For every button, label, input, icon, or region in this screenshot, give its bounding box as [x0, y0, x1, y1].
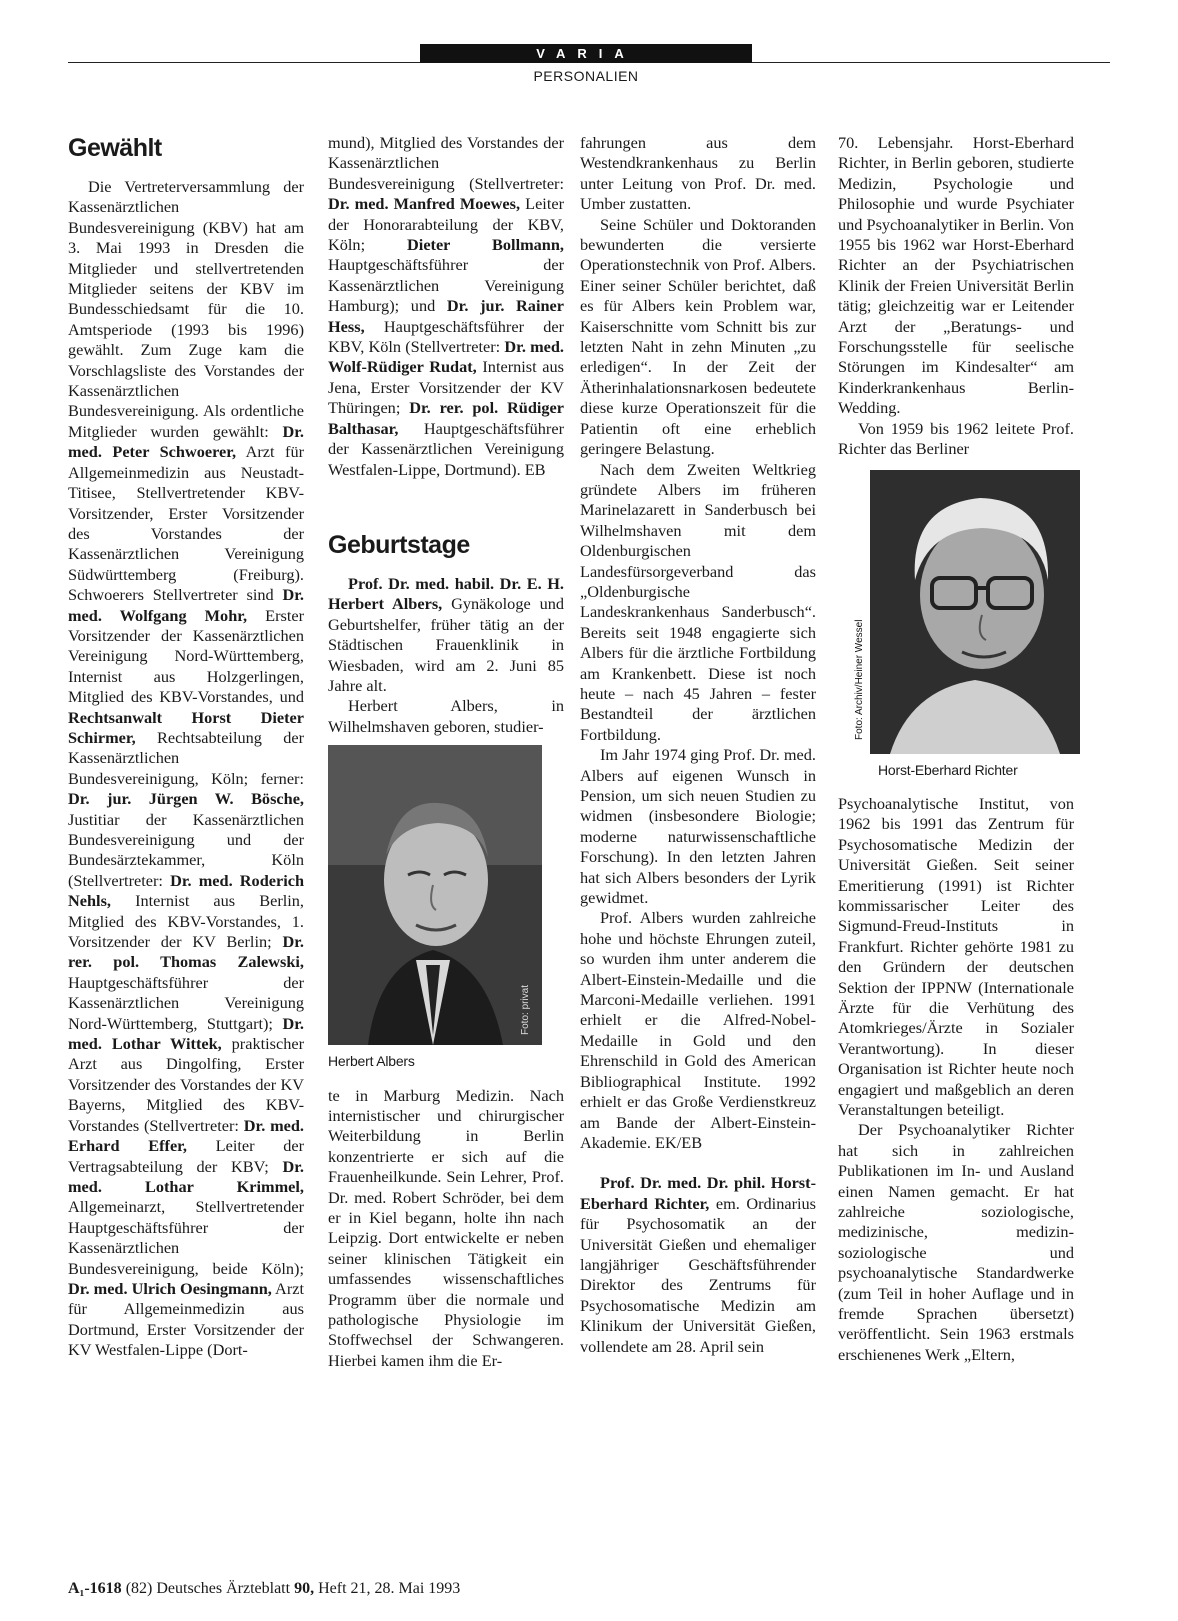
paragraph-richter-career: Psychoanalytische Institut, von 1962 bis 1991 das Zentrum für Psychosomatische Medizin der Universität Gießen. Seit seiner Emeritierung (1991) ist Richter kommissarischer Leiter des Sigmund-Freud-Instituts in Frankfurt. Richter gehörte 1981 zu den Gründern der deutschen Sektion der IPPNW (Internationale Ärzte für die Verhütung des Atomkrieges/Ärzte in Sozialer Verantwortung). In dieser Organisation ist Richter heute noch engagiert und maßgeblich an deren Veranstaltungen beteiligt.	[838, 793, 1074, 1119]
column-3	[580, 133, 816, 1357]
paragraph-pension: Im Jahr 1974 ging Prof. Dr. med. Albers auf eigenen Wunsch in Pension, um sich neuen Studien zu widmen (insbesondere Biologie; moderne naturwissenschaftliche Forschung). In den letzten Jahren hat sich Albers besonders der Lyrik gewidmet.	[580, 745, 816, 908]
column-4	[838, 133, 1074, 1365]
paragraph-gewaehlt: Die Vertreterversammlung der Kassenärztlichen Bundesvereinigung (KBV) hat am 3. Mai 1993 in Dresden die Mitglieder und stellvertretenden Mitglieder seitens der KBV im Bundesschiedsamt für die 10. Amtsperiode (1993 bis 1996) gewählt. Zum Zuge kam die Vorschlagsliste des Vorstandes der Kassenärztlichen Bundesvereinigung. Als ordentliche Mitglieder wurden gewählt: Dr. med. Peter Schwoerer, Arzt für Allgemeinmedizin aus Neustadt-Titisee, Stellvertretender KBV-Vorsitzender, Erster Vorsitzender des Vorstandes der Kassenärztlichen Vereinigung Südwürttemberg (Freiburg). Schwoerers Stellvertreter sind Dr. med. Wolfgang Mohr, Erster Vorsitzender der Kassenärztlichen Vereinigung Nord-Württemberg, Internist aus Holzgerlingen, Mitglied des KBV-Vorstandes, und Rechtsanwalt Horst Dieter Schirmer, Rechtsabteilung der Kassenärztlichen Bundesvereinigung, Köln; ferner: Dr. jur. Jürgen W. Bösche, Justitiar der Kassenärztlichen Bundesvereinigung und der Bundesärztekammer, Köln (Stellvertreter: Dr. med. Roderich Nehls, Internist aus Berlin, Mitglied des KBV-Vorstandes, 1. Vorsitzender der KV Berlin; Dr. rer. pol. Thomas Zalewski, Hauptgeschäftsführer der Kassenärztlichen Vereinigung Nord-Württemberg, Stuttgart); Dr. med. Lothar Wittek, praktischer Arzt aus Dingolfing, Erster Vorsitzender des Vorstandes der KV Bayerns, Mitglied des KBV-Vorstandes (Stellvertreter: Dr. med. Erhard Effer, Leiter der Vertragsabteilung der KBV; Dr. med. Lothar Krimmel, Allgemeinarzt, Stellvertretender Hauptgeschäftsführer der Kassenärztlichen Bundesvereinigung, beide Köln); Dr. med. Ulrich Oesingmann, Arzt für Allgemeinmedizin aus Dortmund, Erster Vorsitzender der KV Westfalen-Lippe (Dort-	[68, 177, 305, 1360]
caption-herbert-albers: Herbert Albers	[328, 1053, 415, 1070]
person-name: Dr. jur. Jürgen W. Bösche,	[68, 789, 304, 809]
person-name: Dieter Bollmann,	[407, 235, 564, 255]
subsection-label: PERSONALIEN	[533, 68, 639, 84]
person-name: Dr. med. Manfred Moewes,	[328, 194, 521, 214]
caption-horst-eberhard-richter: Horst-Eberhard Richter	[878, 761, 1018, 778]
column-2	[328, 133, 564, 1371]
portrait-image	[328, 745, 542, 1045]
person-name: Prof. Dr. med. habil. Dr. E. H. Herbert Albers,	[328, 573, 564, 614]
paragraph-richter-publications: Der Psychoanalytiker Richter hat sich in zahlreichen Publikationen im In- und Ausland einen Namen gemacht. Er hat zahlreiche soziologische, medizinische, medizin-soziologische und psychoanalytische Standardwerke (zum Teil in hoher Auflage und in fremde Sprachen übersetzt) veröffentlicht. Sein 1963 erstmals erschienenes Werk „Eltern,	[838, 1120, 1074, 1364]
paragraph-albers-career: te in Marburg Medizin. Nach internistischer und chirurgischer Weiterbildung in Berlin konzentrierte er sich auf die Frauenheilkunde. Sein Lehrer, Prof. Dr. med. Robert Schröder, bei dem er in Kiel begann, holte ihn nach Leipzig. Dort entwickelte er neben seiner klinischen Tätigkeit ein umfassendes wissenschaftliches Programm über die normale und pathologische Physiologie im Stoffwechsel der Schwangeren. Hierbei kamen ihm die Er-	[328, 1085, 564, 1370]
photo-credit: Foto: Archiv/Heiner Wessel	[854, 619, 865, 740]
heading-gewaehlt: Gewählt	[68, 134, 162, 162]
portrait-image	[870, 470, 1080, 754]
page-footer	[68, 1580, 460, 1598]
person-name: Dr. jur. Rainer Hess,	[328, 296, 564, 336]
paragraph-students: Seine Schüler und Doktoranden bewunderten die versierte Operationstechnik von Prof. Albers. Einer seiner Schüler berichtet, daß es für Albers kein Problem war, Kaiserschnitte vom Schnitt bis zur letzten Naht in zehn Minuten „zu erledigen“. In der Zeit der Ätherinhalationsnarkosen bedeutete diese kurze Operationszeit für die Patientin oft eine erheblich geringere Belastung.	[580, 214, 816, 459]
person-name: Dr. rer. pol. Thomas Zalewski,	[68, 932, 304, 972]
person-name: Dr. med. Wolfgang Mohr,	[68, 585, 304, 625]
page-number: A₁-1618	[68, 1580, 122, 1597]
header-rule-left	[68, 62, 420, 63]
paragraph-richter-bio: 70. Lebensjahr. Horst-Eberhard Richter, in Berlin geboren, studierte Medizin, Psychologie und Philosophie und wurde Psychiater und Psychoanalytiker in Berlin. Von 1955 bis 1962 war Horst-Eberhard Richter an der Psychiatrischen Klinik der Freien Universität Berlin tätig; gleichzeitig war er Leitender Arzt der „Beratungs- und Forschungsstelle für seelische Störungen im Kindesalter“ am Kinderkrankenhaus Berlin-Wedding.	[838, 133, 1074, 418]
heading-geburtstage: Geburtstage	[328, 530, 470, 559]
person-name: Dr. med. Lothar Krimmel,	[68, 1156, 304, 1196]
paragraph-continued: mund), Mitglied des Vorstandes der Kassenärztlichen Bundesvereinigung (Stellvertreter: Dr. med. Manfred Moewes, Leiter der Honorarabteilung der KBV, Köln; Dieter Bollmann, Hauptgeschäftsführer der Kassenärztlichen Vereinigung Hamburg); und Dr. jur. Rainer Hess, Hauptgeschäftsführer der KBV, Köln (Stellvertreter: Dr. med. Wolf-Rüdiger Rudat, Internist aus Jena, Erster Vorsitzender der KV Thüringen; Dr. rer. pol. Rüdiger Balthasar, Hauptgeschäftsführer der Kassenärztlichen Vereinigung Westfalen-Lippe, Dortmund). EB	[328, 133, 564, 479]
person-name: Dr. rer. pol. Rüdiger Balthasar,	[328, 398, 564, 438]
paragraph-richter-institute: Von 1959 bis 1962 leitete Prof. Richter das Berliner	[838, 418, 1074, 459]
paragraph-westend: fahrungen aus dem Westendkrankenhaus zu Berlin unter Leitung von Prof. Dr. med. Umber zustatten.	[580, 133, 816, 214]
person-name: Prof. Dr. med. Dr. phil. Horst-Eberhard Richter,	[580, 1173, 816, 1213]
person-name: Dr. med. Wolf-Rüdiger Rudat,	[328, 337, 564, 377]
paragraph-albers-intro: Prof. Dr. med. habil. Dr. E. H. Herbert Albers, Gynäkologe und Geburtshelfer, früher tätig an der Städtischen Frauenklinik in Wiesbaden, wird am 2. Juni 85 Jahre alt.	[328, 573, 564, 695]
paragraph-sanderbusch: Nach dem Zweiten Weltkrieg gründete Albers im früheren Marinelazarett in Sanderbusch bei Wilhelmshaven mit dem Oldenburgischen Landesfürsorgeverband das „Oldenburgische Landeskrankenhaus Sanderbusch“. Bereits seit 1948 engagierte sich Albers für die ärztliche Fortbildung am Krankenbett. Diese ist noch heute – nach 45 Jahren – fester Bestandteil der ärztlichen Fortbildung.	[580, 459, 816, 744]
photo-horst-eberhard-richter	[854, 470, 1080, 754]
header-rule-right	[752, 62, 1110, 63]
paragraph-albers-study: Herbert Albers, in Wilhelmshaven geboren, studier-	[328, 696, 564, 736]
person-name: Dr. med. Roderich Nehls,	[68, 870, 305, 911]
person-name: Dr. med. Lothar Wittek,	[68, 1013, 304, 1054]
person-name: Dr. med. Peter Schwoerer,	[68, 421, 304, 462]
paragraph-richter-intro: Prof. Dr. med. Dr. phil. Horst-Eberhard Richter, em. Ordinarius für Psychosomatik an der Universität Gießen und ehemaliger langjähriger Geschäftsführender Direktor des Zentrums für Psychosomatische Medizin am Klinikum der Universität Gießen, vollendete am 28. April sein	[580, 1173, 816, 1356]
person-name: Dr. med. Erhard Effer,	[68, 1115, 304, 1156]
paragraph-honors: Prof. Albers wurden zahlreiche hohe und höchste Ehrungen zuteil, so wurden ihm unter anderem die Albert-Einstein-Medaille und die Marconi-Medaille verliehen. 1991 erhielt er die Alfred-Nobel-Medaille in Gold und den Ehrenschild in Gold des American Bibliographical Institute. 1992 erhielt er das Große Verdienstkreuz am Bande der Albert-Einstein-Akademie. EK/EB	[580, 908, 816, 1152]
column-1	[68, 133, 304, 1361]
person-name: Rechtsanwalt Horst Dieter Schirmer,	[68, 707, 304, 747]
section-label: VARIA	[420, 44, 752, 63]
photo-herbert-albers	[328, 745, 542, 1045]
footer-journal: (82) Deutsches Ärzteblatt 90, Heft 21, 28. Mai 1993	[125, 1580, 461, 1597]
photo-credit: Foto: privat	[520, 985, 531, 1036]
person-name: Dr. med. Ulrich Oesingmann,	[68, 1278, 272, 1298]
